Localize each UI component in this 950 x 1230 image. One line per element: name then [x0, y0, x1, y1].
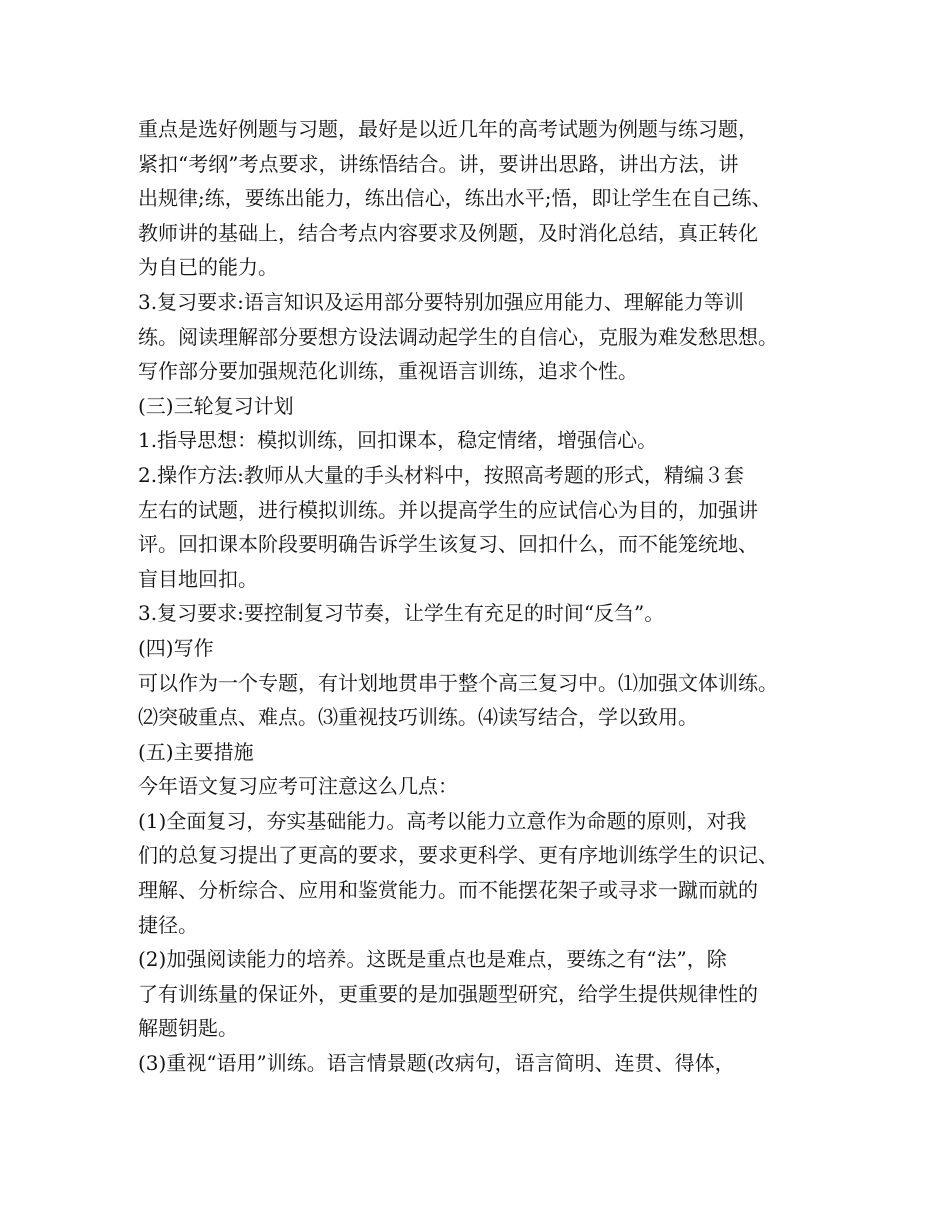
- text-line: 解题钥匙。: [138, 1016, 238, 1041]
- text-line: 了有训练量的保证外，更重要的是加强题型研究，给学生提供规律性的: [138, 981, 758, 1006]
- text-line: 评。回扣课本阶段要明确告诉学生该复习、回扣什么，而不能笼统地、: [138, 532, 758, 557]
- text-line: 2.操作方法:教师从大量的手头材料中，按照高考题的形式，精编３套: [138, 462, 744, 487]
- text-line: (3)重视“语用”训练。语言情景题(改病句，语言简明、连贯、得体，: [138, 1051, 735, 1076]
- text-line: 紧扣“考纲”考点要求，讲练悟结合。讲，要讲出思路，讲出方法，讲: [138, 151, 739, 176]
- text-line: (1)全面复习，夯实基础能力。高考以能力立意作为命题的原则，对我: [138, 808, 747, 833]
- text-line: 出规律;练，要练出能力，练出信心，练出水平;悟，即让学生在自己练、: [138, 186, 772, 211]
- text-line: 教师讲的基础上，结合考点内容要求及例题，及时消化总结，真正转化: [138, 220, 758, 245]
- text-line: 3.复习要求:语言知识及运用部分要特别加强应用能力、理解能力等训: [138, 289, 744, 314]
- text-line: 练。阅读理解部分要想方设法调动起学生的自信心，克服为难发愁思想。: [138, 324, 778, 349]
- document-body: [138, 112, 828, 1081]
- section-heading: (三)三轮复习计划: [138, 393, 294, 418]
- text-line: (2)加强阅读能力的培养。这既是重点也是难点，要练之有“法”，除: [138, 947, 727, 972]
- text-line: 写作部分要加强规范化训练，重视语言训练，追求个性。: [138, 359, 638, 384]
- section-heading: (四)写作: [138, 635, 214, 660]
- text-line: 们的总复习提出了更高的要求，要求更科学、更有序地训练学生的识记、: [138, 843, 778, 868]
- text-line: 可以作为一个专题，有计划地贯串于整个高三复习中。⑴加强文体训练。: [138, 670, 778, 695]
- text-line: 捷径。: [138, 912, 198, 937]
- text-line: 左右的试题，进行模拟训练。并以提高学生的应试信心为目的，加强讲: [138, 497, 758, 522]
- text-line: 重点是选好例题与习题，最好是以近几年的高考试题为例题与练习题，: [138, 117, 758, 141]
- text-line: 3.复习要求:要控制复习节奏，让学生有充足的时间“反刍”。: [138, 601, 665, 626]
- text-line: 为自已的能力。: [138, 255, 278, 280]
- section-heading: (五)主要措施: [138, 739, 254, 764]
- text-line: 1.指导思想：模拟训练，回扣课本，稳定情绪，增强信心。: [138, 428, 658, 453]
- text-line: ⑵突破重点、难点。⑶重视技巧训练。⑷读写结合，学以致用。: [138, 705, 698, 730]
- text-line: 盲目地回扣。: [138, 566, 258, 591]
- text-line: 理解、分析综合、应用和鉴赏能力。而不能摆花架子或寻求一蹴而就的: [138, 878, 758, 903]
- text-line: 今年语文复习应考可注意这么几点：: [138, 774, 458, 799]
